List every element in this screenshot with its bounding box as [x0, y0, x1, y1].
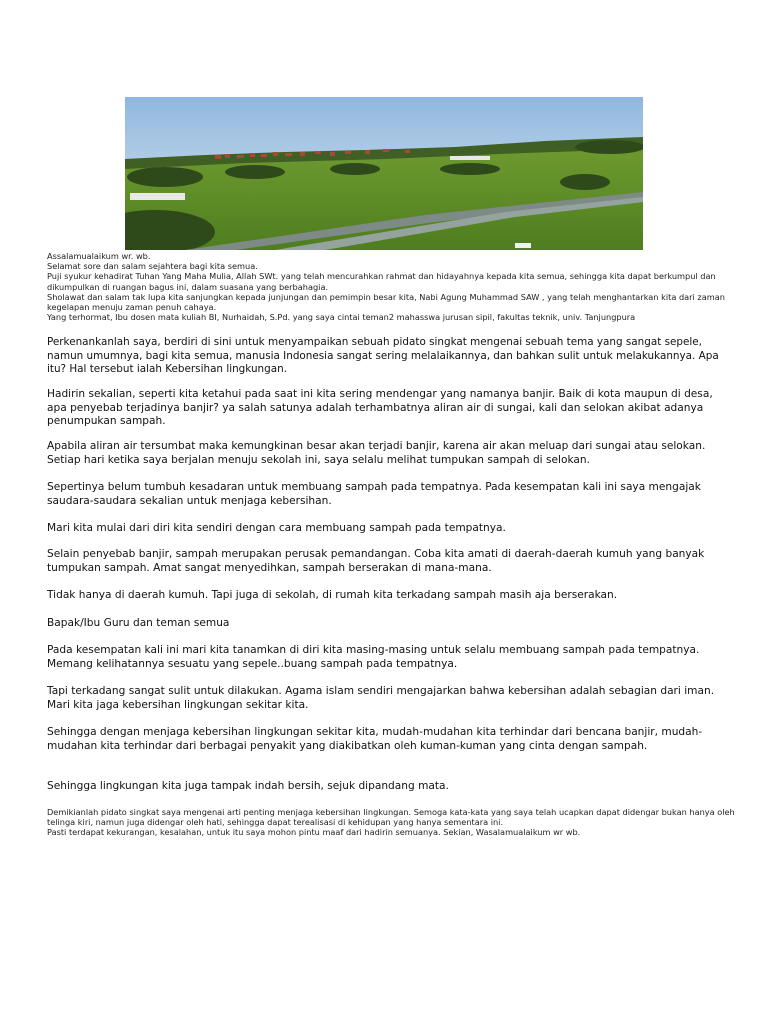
body-paragraph: Apabila aliran air tersumbat maka kemungkinan besar akan terjadi banjir, karena air akan meluap dari sungai atau selokan. Setiap hari ketika saya berjalan menuju sekolah ini, saya selalu melihat tumpukan sampah di selokan.: [47, 440, 706, 466]
body-paragraph: Sehingga dengan menjaga kebersihan lingkungan sekitar kita, mudah-mudahan kita terhindar dari bencana banjir, mudah-mudahan kita terhindar dari berbagai penyakit yang diakibatkan oleh kuman-kuman yang cinta dengan sampah.: [47, 726, 703, 752]
closing-line: Pasti terdapat kekurangan, kesalahan, untuk itu saya mohon pintu maaf dari hadirin semuanya. Sekian, Wasalamualaikum wr wb.: [47, 827, 581, 838]
greeting-line: Yang terhormat, Ibu dosen mata kuliah BI, Nurhaidah, S.Pd. yang saya cintai teman2 mahasswa jurusan sipil, fakultas teknik, univ. Tanjungpura: [47, 312, 636, 323]
intro-paragraph: Perkenankanlah saya, berdiri di sini untuk menyampaikan sebuah pidato singkat mengenai sebuah tema yang sangat sepele, namun umumnya, bagi kita semua, manusia Indonesia sangat sering melalaikannya, dan bahkan sulit untuk melakukannya. Apa itu? Hal tersebut ialah Kebersihan lingkungan.: [47, 336, 719, 376]
greeting-line: Assalamualaikum wr. wb.: [47, 251, 151, 261]
body-paragraph: Selain penyebab banjir, sampah merupakan perusak pemandangan. Coba kita amati di daerah-daerah kumuh yang banyak tumpukan sampah. Amat sangat menyedihkan, sampah berserakan di mana-mana.: [47, 548, 705, 574]
body-paragraph: Bapak/Ibu Guru dan teman semua: [47, 617, 230, 629]
body-paragraph: Pada kesempatan kali ini mari kita tanamkan di diri kita masing-masing untuk selalu membuang sampah pada tempatnya. Memang kelihatannya sesuatu yang sepele..buang sampah pada tempatnya.: [47, 644, 700, 670]
greeting-line: Sholawat dan salam tak lupa kita sanjungkan kepada junjungan dan pemimpin besar kita, Nabi Agung Muhammad SAW , yang telah menghantarkan kita dari zaman kegelapan menuju zaman penuh cahaya.: [47, 291, 725, 313]
landscape-photo: [125, 97, 643, 250]
closing-block: [47, 807, 737, 838]
closing-line: Demikianlah pidato singkat saya mengenai arti penting menjaga kebersihan lingkungan. Semoga kata-kata yang saya telah ucapkan dapat didengar bukan hanya oleh telinga kiri, namun juga didengar oleh hati, sehingga dapat terealisasi di kehidupan yang hanya sementara ini.: [47, 807, 735, 828]
body-paragraph: Sehingga lingkungan kita juga tampak indah bersih, sejuk dipandang mata.: [47, 780, 449, 792]
body-paragraph: Tapi terkadang sangat sulit untuk dilakukan. Agama islam sendiri mengajarkan bahwa kebersihan adalah sebagian dari iman. Mari kita jaga kebersihan lingkungan sekitar kita.: [47, 685, 715, 711]
greeting-block: [47, 251, 737, 322]
body-paragraph: Tidak hanya di daerah kumuh. Tapi juga di sekolah, di rumah kita terkadang sampah masih aja berserakan.: [47, 589, 618, 601]
greeting-line: Selamat sore dan salam sejahtera bagi kita semua.: [47, 261, 258, 272]
body-paragraph: Sepertinya belum tumbuh kesadaran untuk membuang sampah pada tempatnya. Pada kesempatan kali ini saya mengajak saudara-saudara sekalian untuk menjaga kebersihan.: [47, 481, 701, 507]
body-paragraph: Mari kita mulai dari diri kita sendiri dengan cara membuang sampah pada tempatnya.: [47, 522, 506, 534]
greeting-line: Puji syukur kehadirat Tuhan Yang Maha Mulia, Allah SWt. yang telah mencurahkan rahmat dan hidayahnya kepada kita semua, sehingga kita dapat berkumpul dan dikumpulkan di ruangan bagus ini, dalam suasana yang berbahagia.: [47, 271, 716, 292]
body-paragraph: Hadirin sekalian, seperti kita ketahui pada saat ini kita sering mendengar yang namanya banjir. Baik di kota maupun di desa, apa penyebab terjadinya banjir? ya salah satunya adalah terhambatnya aliran air di sungai, kali dan selokan akibat adanya penumpukan sampah.: [47, 388, 713, 428]
